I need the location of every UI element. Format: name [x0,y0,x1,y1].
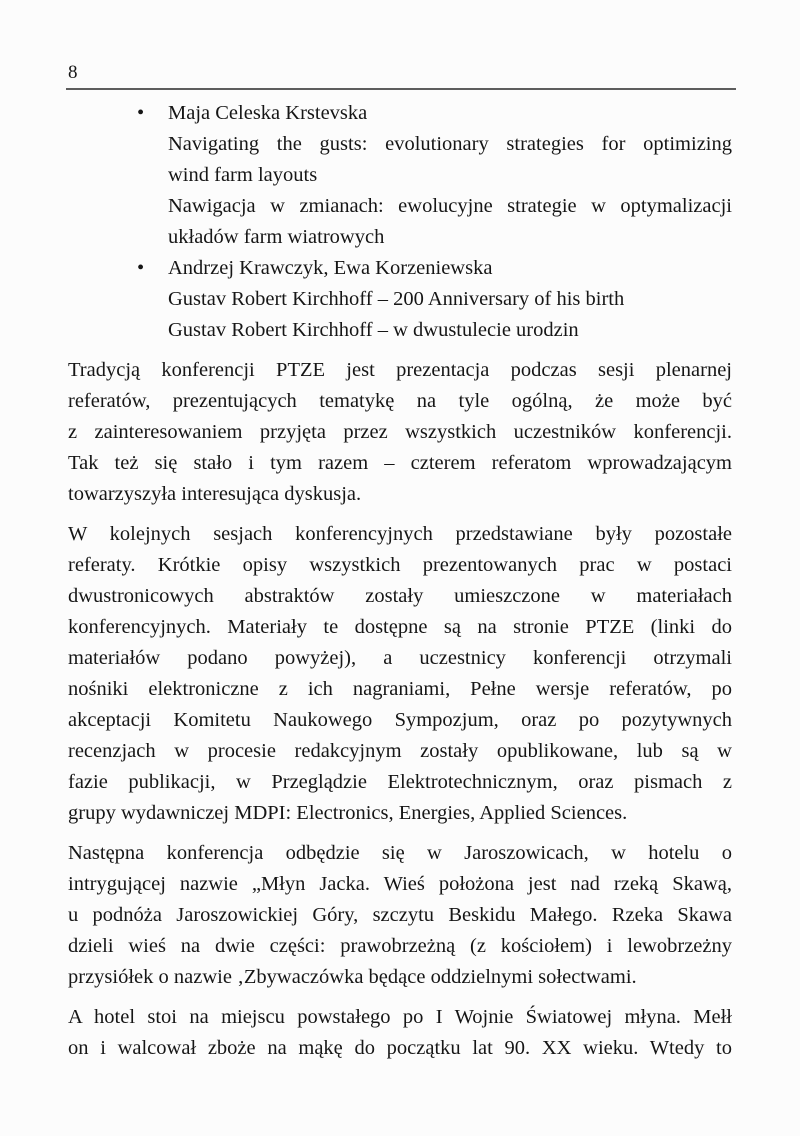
paragraph-line: nośniki elektroniczne z ich nagraniami, Pełne wersje referatów, po [68,678,732,700]
talk-title-english [168,284,732,315]
paragraph-line: akceptacji Komitetu Naukowego Sympozjum, oraz po pozytywnych [68,709,732,731]
page-number: 8 [68,62,78,83]
paragraph-line: referaty. Krótkie opisy wszystkich prezentowanych prac w postaci [68,554,732,576]
talk-title-polish [168,315,732,346]
header-rule [66,88,736,90]
paragraph-line: W kolejnych sesjach konferencyjnych przedstawiane były pozostałe [68,523,732,545]
paragraph-line: intrygującej nazwie „Młyn Jacka. Wieś położona jest nad rzeką Skawą, [68,873,732,895]
paragraph-line: z zainteresowaniem przyjęta przez wszystkich uczestników konferencji. [68,421,732,443]
talk-list-item [68,253,732,346]
talk-author: Maja Celeska Krstevska [168,102,368,124]
talk-list-item [68,98,732,253]
paragraph-line: towarzyszyła interesująca dyskusja. [68,483,362,505]
paragraph-line: grupy wydawniczej MDPI: Electronics, Energies, Applied Sciences. [68,802,628,824]
paragraph [68,519,732,829]
talk-author: Andrzej Krawczyk, Ewa Korzeniewska [168,257,493,279]
paragraph-line: konferencyjnych. Materiały te dostępne są na stronie PTZE (linki do [68,616,732,638]
talk-title-line: Navigating the gusts: evolutionary strategies for optimizing [168,133,732,155]
paragraph-line: A hotel stoi na miejscu powstałego po I Wojnie Światowej młyna. Mełł [68,1006,732,1028]
bullet-icon: • [137,257,145,279]
paragraph-line: Następna konferencja odbędzie się w Jaroszowicach, w hotelu o [68,842,732,864]
talk-title-line: wind farm layouts [168,164,318,186]
page-header [68,62,732,90]
paragraph [68,838,732,993]
paragraph-line: on i walcował zboże na mąkę do początku lat 90. XX wieku. Wtedy to [68,1037,732,1059]
paragraph-line: recenzjach w procesie redakcyjnym zostały opublikowane, lub są w [68,740,732,762]
paragraph [68,355,732,510]
paragraph-line: fazie publikacji, w Przeglądzie Elektrotechnicznym, oraz pismach z [68,771,732,793]
paragraph-line: Tradycją konferencji PTZE jest prezentacja podczas sesji plenarnej [68,359,732,381]
talk-title-line: Gustav Robert Kirchhoff – w dwustulecie urodzin [168,319,579,341]
paragraph-line: dzieli wieś na dwie części: prawobrzeżną (z kościołem) i lewobrzeżny [68,935,732,957]
talk-title-english [168,129,732,191]
paragraph-line: dwustronicowych abstraktów zostały umieszczone w materiałach [68,585,732,607]
talk-title-line: Nawigacja w zmianach: ewolucyjne strategie w optymalizacji [168,195,732,217]
plenary-talks-list [68,98,732,346]
body-paragraphs [68,355,732,1064]
page-body [68,98,732,1064]
talk-title-line: układów farm wiatrowych [168,226,385,248]
paragraph-line: Tak też się stało i tym razem – czterem referatom wprowadzającym [68,452,732,474]
talk-title-polish [168,191,732,253]
paragraph-line: referatów, prezentujących tematykę na tyle ogólną, że może być [68,390,732,412]
paragraph-line: materiałów podano powyżej), a uczestnicy konferencji otrzymali [68,647,732,669]
bullet-icon: • [137,102,145,124]
talk-title-line: Gustav Robert Kirchhoff – 200 Anniversary of his birth [168,288,625,310]
paragraph [68,1002,732,1064]
paragraph-line: u podnóża Jaroszowickiej Góry, szczytu Beskidu Małego. Rzeka Skawa [68,904,732,926]
paragraph-line: przysiółek o nazwie ‚Zbywaczówka będące oddzielnymi sołectwami. [68,966,637,988]
